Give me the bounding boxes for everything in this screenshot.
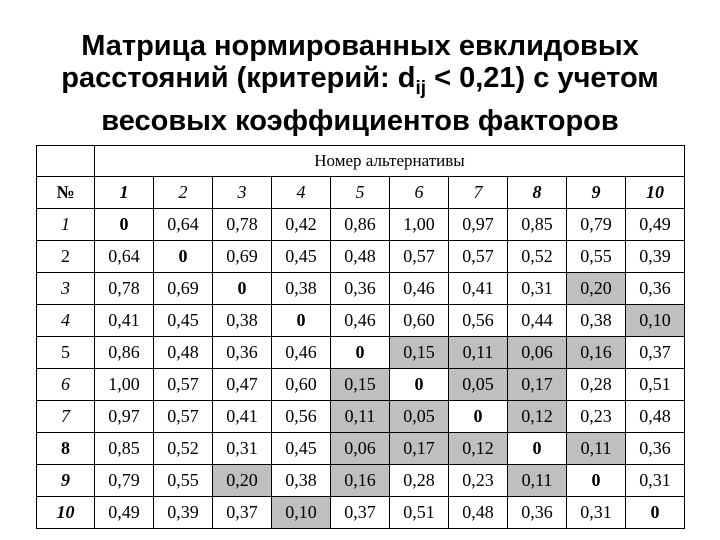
matrix-cell-2-10: 0,39 — [626, 241, 685, 273]
matrix-cell-5-2: 0,48 — [154, 337, 213, 369]
matrix-cell-6-3: 0,47 — [213, 369, 272, 401]
table-row — [37, 465, 685, 497]
column-header-7: 7 — [449, 177, 508, 209]
matrix-cell-8-9: 0,11 — [567, 433, 626, 465]
row-label-6: 6 — [37, 369, 95, 401]
table-row — [37, 497, 685, 529]
column-header-6: 6 — [390, 177, 449, 209]
matrix-cell-10-10: 0 — [626, 497, 685, 529]
matrix-cell-10-6: 0,51 — [390, 497, 449, 529]
matrix-cell-10-2: 0,39 — [154, 497, 213, 529]
matrix-cell-1-6: 1,00 — [390, 209, 449, 241]
matrix-cell-1-1: 0 — [95, 209, 154, 241]
row-label-4: 4 — [37, 305, 95, 337]
matrix-cell-2-6: 0,57 — [390, 241, 449, 273]
matrix-cell-3-10: 0,36 — [626, 273, 685, 305]
matrix-cell-10-1: 0,49 — [95, 497, 154, 529]
column-header-5: 5 — [331, 177, 390, 209]
row-label-1: 1 — [37, 209, 95, 241]
column-header-8: 8 — [508, 177, 567, 209]
matrix-cell-1-9: 0,79 — [567, 209, 626, 241]
matrix-cell-6-9: 0,28 — [567, 369, 626, 401]
matrix-cell-2-3: 0,69 — [213, 241, 272, 273]
matrix-cell-10-7: 0,48 — [449, 497, 508, 529]
matrix-cell-3-4: 0,38 — [272, 273, 331, 305]
matrix-cell-2-7: 0,57 — [449, 241, 508, 273]
title-line-1: Матрица нормированных евклидовых — [81, 30, 639, 62]
matrix-cell-2-9: 0,55 — [567, 241, 626, 273]
title-line-2 — [0, 62, 720, 105]
matrix-cell-7-10: 0,48 — [626, 401, 685, 433]
matrix-cell-4-10: 0,10 — [626, 305, 685, 337]
matrix-cell-5-5: 0 — [331, 337, 390, 369]
matrix-cell-10-4: 0,10 — [272, 497, 331, 529]
matrix-cell-6-2: 0,57 — [154, 369, 213, 401]
matrix-cell-4-1: 0,41 — [95, 305, 154, 337]
title-line-3: весовых коэффициентов факторов — [101, 104, 619, 137]
matrix-cell-7-8: 0,12 — [508, 401, 567, 433]
title-subscript-ij: ij — [415, 77, 427, 99]
matrix-cell-7-1: 0,97 — [95, 401, 154, 433]
matrix-cell-6-10: 0,51 — [626, 369, 685, 401]
table-row — [37, 305, 685, 337]
matrix-cell-1-5: 0,86 — [331, 209, 390, 241]
matrix-cell-6-1: 1,00 — [95, 369, 154, 401]
column-header-1: 1 — [95, 177, 154, 209]
matrix-cell-8-3: 0,31 — [213, 433, 272, 465]
matrix-cell-10-5: 0,37 — [331, 497, 390, 529]
matrix-cell-8-7: 0,12 — [449, 433, 508, 465]
matrix-cell-7-3: 0,41 — [213, 401, 272, 433]
title-line-2-end: < 0,21) с учетом — [426, 62, 659, 94]
matrix-cell-5-4: 0,46 — [272, 337, 331, 369]
matrix-cell-9-5: 0,16 — [331, 465, 390, 497]
column-header-2: 2 — [154, 177, 213, 209]
matrix-cell-5-8: 0,06 — [508, 337, 567, 369]
matrix-cell-10-3: 0,37 — [213, 497, 272, 529]
row-label-7: 7 — [37, 401, 95, 433]
matrix-cell-9-6: 0,28 — [390, 465, 449, 497]
matrix-cell-7-6: 0,05 — [390, 401, 449, 433]
slide-title — [0, 30, 720, 137]
matrix-cell-10-9: 0,31 — [567, 497, 626, 529]
matrix-cell-6-4: 0,60 — [272, 369, 331, 401]
matrix-cell-3-5: 0,36 — [331, 273, 390, 305]
matrix-cell-8-8: 0 — [508, 433, 567, 465]
matrix-cell-8-1: 0,85 — [95, 433, 154, 465]
matrix-cell-9-1: 0,79 — [95, 465, 154, 497]
matrix-cell-9-9: 0 — [567, 465, 626, 497]
matrix-cell-2-4: 0,45 — [272, 241, 331, 273]
matrix-cell-4-9: 0,38 — [567, 305, 626, 337]
matrix-cell-6-5: 0,15 — [331, 369, 390, 401]
matrix-cell-3-6: 0,46 — [390, 273, 449, 305]
matrix-cell-4-4: 0 — [272, 305, 331, 337]
matrix-cell-4-2: 0,45 — [154, 305, 213, 337]
matrix-cell-7-9: 0,23 — [567, 401, 626, 433]
matrix-cell-7-5: 0,11 — [331, 401, 390, 433]
matrix-cell-3-7: 0,41 — [449, 273, 508, 305]
corner-empty-cell — [37, 146, 95, 177]
matrix-cell-6-8: 0,17 — [508, 369, 567, 401]
column-header-3: 3 — [213, 177, 272, 209]
matrix-cell-9-10: 0,31 — [626, 465, 685, 497]
matrix-cell-9-3: 0,20 — [213, 465, 272, 497]
matrix-cell-5-6: 0,15 — [390, 337, 449, 369]
matrix-cell-8-4: 0,45 — [272, 433, 331, 465]
matrix-cell-8-2: 0,52 — [154, 433, 213, 465]
matrix-cell-5-9: 0,16 — [567, 337, 626, 369]
matrix-cell-1-2: 0,64 — [154, 209, 213, 241]
matrix-cell-1-4: 0,42 — [272, 209, 331, 241]
row-label-8: 8 — [37, 433, 95, 465]
matrix-cell-3-1: 0,78 — [95, 273, 154, 305]
column-header-9: 9 — [567, 177, 626, 209]
matrix-cell-9-7: 0,23 — [449, 465, 508, 497]
table-row — [37, 369, 685, 401]
matrix-cell-8-6: 0,17 — [390, 433, 449, 465]
matrix-cell-4-6: 0,60 — [390, 305, 449, 337]
row-label-10: 10 — [37, 497, 95, 529]
table-row — [37, 209, 685, 241]
matrix-cell-4-8: 0,44 — [508, 305, 567, 337]
matrix-cell-7-2: 0,57 — [154, 401, 213, 433]
matrix-cell-2-1: 0,64 — [95, 241, 154, 273]
matrix-cell-2-2: 0 — [154, 241, 213, 273]
matrix-cell-6-6: 0 — [390, 369, 449, 401]
table-row — [37, 433, 685, 465]
matrix-cell-7-7: 0 — [449, 401, 508, 433]
row-label-5: 5 — [37, 337, 95, 369]
matrix-cell-10-8: 0,36 — [508, 497, 567, 529]
matrix-cell-1-3: 0,78 — [213, 209, 272, 241]
matrix-cell-8-5: 0,06 — [331, 433, 390, 465]
matrix-cell-1-10: 0,49 — [626, 209, 685, 241]
matrix-cell-2-8: 0,52 — [508, 241, 567, 273]
matrix-cell-3-9: 0,20 — [567, 273, 626, 305]
matrix-cell-6-7: 0,05 — [449, 369, 508, 401]
matrix-cell-3-3: 0 — [213, 273, 272, 305]
matrix-cell-8-10: 0,36 — [626, 433, 685, 465]
matrix-cell-5-7: 0,11 — [449, 337, 508, 369]
matrix-cell-3-8: 0,31 — [508, 273, 567, 305]
matrix-cell-7-4: 0,56 — [272, 401, 331, 433]
row-label-3: 3 — [37, 273, 95, 305]
matrix-cell-1-8: 0,85 — [508, 209, 567, 241]
row-label-2: 2 — [37, 241, 95, 273]
table-row — [37, 273, 685, 305]
matrix-cell-1-7: 0,97 — [449, 209, 508, 241]
table-row — [37, 241, 685, 273]
matrix-cell-5-3: 0,36 — [213, 337, 272, 369]
matrix-cell-2-5: 0,48 — [331, 241, 390, 273]
matrix-cell-9-8: 0,11 — [508, 465, 567, 497]
column-header-4: 4 — [272, 177, 331, 209]
matrix-cell-4-7: 0,56 — [449, 305, 508, 337]
table-row — [37, 401, 685, 433]
matrix-cell-9-4: 0,38 — [272, 465, 331, 497]
matrix-cell-4-3: 0,38 — [213, 305, 272, 337]
column-header-10: 10 — [626, 177, 685, 209]
row-number-header: № — [37, 177, 95, 209]
table-row — [37, 337, 685, 369]
distance-matrix-table — [36, 145, 685, 529]
matrix-cell-5-1: 0,86 — [95, 337, 154, 369]
matrix-cell-3-2: 0,69 — [154, 273, 213, 305]
matrix-cell-4-5: 0,46 — [331, 305, 390, 337]
row-label-9: 9 — [37, 465, 95, 497]
matrix-body — [37, 177, 685, 529]
alternative-number-header: Номер альтернативы — [95, 146, 685, 177]
title-line-2-start: расстояний (критерий: d — [61, 62, 416, 94]
matrix-cell-5-10: 0,37 — [626, 337, 685, 369]
matrix-cell-9-2: 0,55 — [154, 465, 213, 497]
